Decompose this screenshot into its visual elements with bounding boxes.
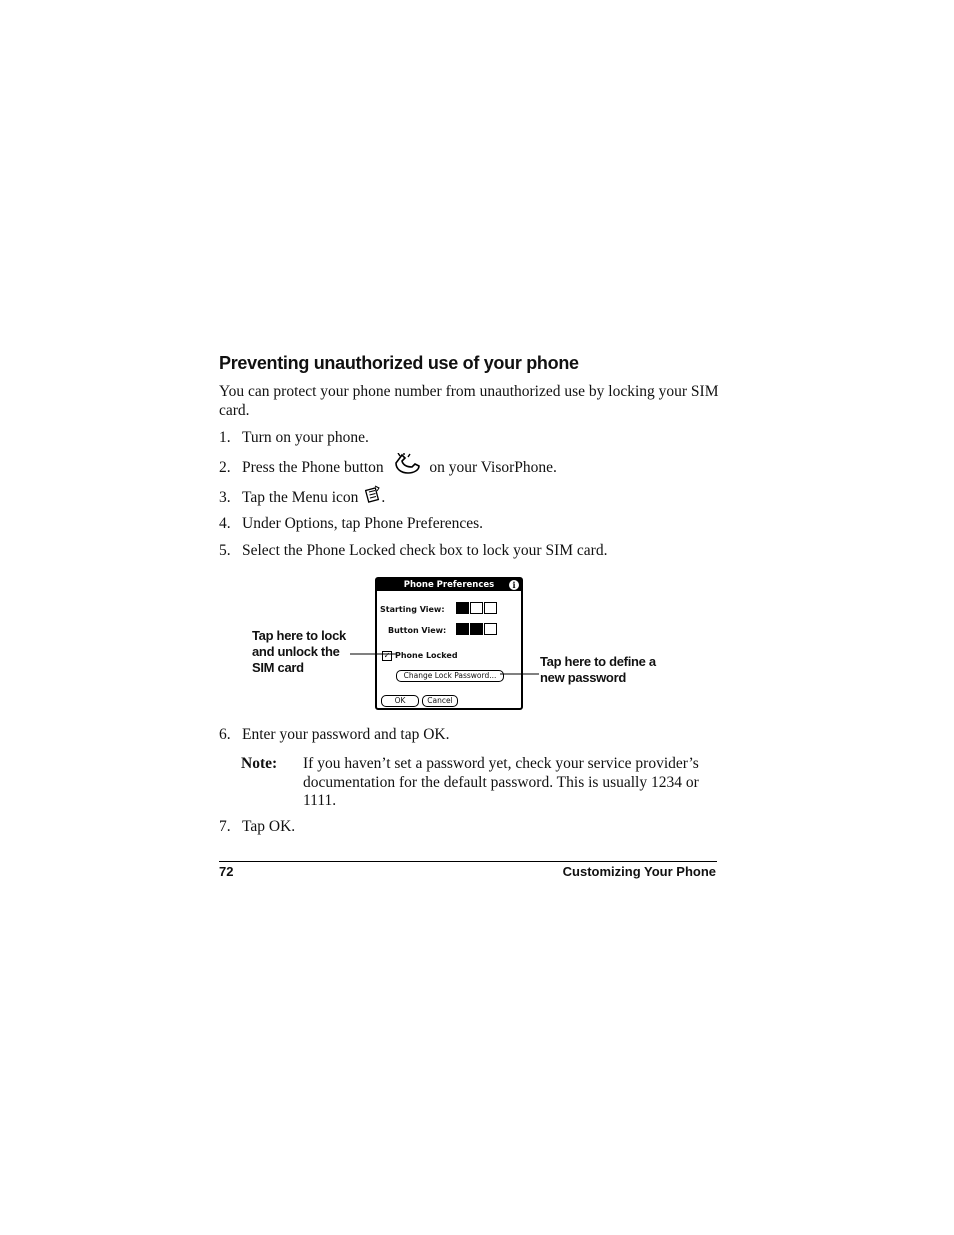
- step-7: [219, 818, 295, 837]
- phone-button-icon: [392, 453, 422, 475]
- step-number: 3.: [219, 489, 231, 506]
- chapter-title: Customizing Your Phone: [562, 864, 716, 879]
- view-option-icon[interactable]: [470, 623, 483, 635]
- step-1: [219, 429, 369, 448]
- step-4: [219, 515, 483, 534]
- change-lock-password-button[interactable]: Change Lock Password...: [396, 670, 504, 682]
- step-number: 1.: [219, 429, 231, 446]
- view-option-icon[interactable]: [484, 602, 497, 614]
- menu-icon: [365, 485, 381, 503]
- step-text: Tap the Menu icon: [242, 489, 359, 506]
- ok-button[interactable]: OK: [381, 695, 419, 707]
- intro-paragraph: You can protect your phone number from unauthorized use by locking your SIM card.: [219, 383, 719, 419]
- button-view-label: Button View:: [388, 626, 447, 635]
- note-label: Note:: [241, 755, 278, 772]
- starting-view-selector: [456, 602, 497, 614]
- step-3: [219, 489, 385, 508]
- step-number: 2.: [219, 459, 231, 476]
- view-option-icon[interactable]: [456, 623, 469, 635]
- step-6: [219, 726, 449, 745]
- callout-line-text: SIM card: [252, 660, 304, 675]
- phone-locked-checkbox[interactable]: ✓: [383, 651, 391, 660]
- view-option-icon[interactable]: [484, 623, 497, 635]
- step-text: Select the Phone Locked check box to lock your SIM card.: [242, 542, 608, 559]
- step-2: [219, 459, 557, 478]
- step-text: Turn on your phone.: [242, 429, 369, 446]
- info-icon[interactable]: i: [509, 580, 519, 590]
- callout-line-text: Tap here to define a: [540, 654, 656, 669]
- step-5: [219, 542, 607, 561]
- callout-line-text: Tap here to lock: [252, 628, 346, 643]
- step-text: Press the Phone button: [242, 459, 384, 476]
- callout-line-text: new password: [540, 670, 626, 685]
- note-text: If you haven’t set a password yet, check your service provider’s documentation for the default password. This is usually 1234 or 1111.: [303, 755, 699, 809]
- left-callout: [252, 628, 346, 676]
- step-number: 4.: [219, 515, 231, 532]
- step-number: 7.: [219, 818, 231, 835]
- view-option-icon[interactable]: [470, 602, 483, 614]
- step-number: 5.: [219, 542, 231, 559]
- phone-locked-label: Phone Locked: [395, 651, 458, 660]
- dialog-title: Phone Preferences: [377, 579, 521, 591]
- step-text: on your VisorPhone.: [429, 459, 557, 476]
- callout-line-text: and unlock the: [252, 644, 340, 659]
- page-number: 72: [219, 864, 234, 879]
- right-callout: [540, 654, 656, 686]
- starting-view-label: Starting View:: [380, 605, 445, 614]
- step-text: Enter your password and tap OK.: [242, 726, 450, 743]
- footer-divider: [219, 861, 717, 862]
- step-text: Under Options, tap Phone Preferences.: [242, 515, 484, 532]
- button-view-selector: [456, 623, 497, 635]
- page-heading: Preventing unauthorized use of your phone: [219, 353, 579, 373]
- cancel-button[interactable]: Cancel: [422, 695, 458, 707]
- view-option-icon[interactable]: [456, 602, 469, 614]
- step-text: Tap OK.: [242, 818, 296, 835]
- step-number: 6.: [219, 726, 231, 743]
- step-text: .: [381, 489, 386, 506]
- phone-preferences-dialog: [375, 577, 523, 710]
